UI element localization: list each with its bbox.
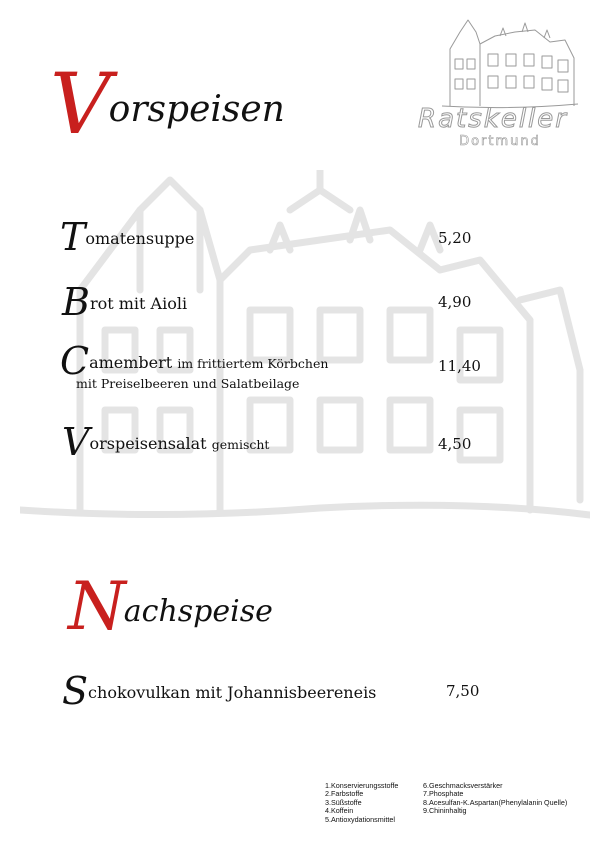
- footnote: 8.Acesulfan-K.Aspartan(Phenylalanin Quelle): [423, 797, 568, 807]
- item-price: 4,90: [438, 293, 472, 311]
- item-name: orspeisensalat: [89, 434, 207, 453]
- logo-city: Dortmund: [459, 134, 541, 149]
- footnote: 2.Farbstoffe: [325, 789, 364, 799]
- menu-item-camembert: [60, 339, 329, 383]
- item-name: chokovulkan mit Johannisbeereneis: [88, 683, 377, 702]
- footnote: 4.Koffein: [325, 806, 354, 816]
- heading-text: orspeisen: [108, 89, 285, 130]
- footnote: 9.Chininhaltig: [423, 806, 467, 816]
- footnote: 1.Konservierungsstoffe: [325, 781, 399, 790]
- menu-item-brot: [62, 280, 188, 324]
- item-name: amembert: [89, 353, 173, 372]
- heading-text: achspeise: [123, 594, 273, 629]
- item-price: 11,40: [438, 357, 481, 375]
- heading-initial: V: [50, 55, 111, 153]
- item-note: im frittiertem Körbchen: [177, 356, 329, 371]
- footnotes-right: [423, 782, 567, 816]
- item-initial: B: [62, 280, 90, 324]
- item-price: 7,50: [446, 682, 480, 700]
- item-initial: C: [60, 339, 90, 383]
- heading-initial: N: [68, 568, 126, 645]
- section-heading-nachspeise: [68, 568, 273, 645]
- menu-item-vorspeisensalat: [62, 420, 270, 464]
- footnote: 3.Süßstoffe: [325, 797, 362, 807]
- item-initial: T: [60, 215, 86, 259]
- item-name: rot mit Aioli: [89, 294, 188, 313]
- menu-item-tomatensuppe: [60, 215, 195, 259]
- item-initial: S: [62, 669, 89, 713]
- menu-item-schokovulkan: [62, 669, 377, 713]
- footnote: 5.Antioxydationsmittel: [325, 814, 395, 824]
- item-name: omatensuppe: [85, 229, 195, 248]
- item-price: 5,20: [438, 229, 472, 247]
- ratskeller-building-logo: [440, 14, 580, 109]
- footnote: 7.Phosphate: [423, 789, 464, 799]
- item-initial: V: [62, 420, 90, 464]
- item-note: gemischt: [211, 437, 270, 452]
- item-price: 4,50: [438, 435, 472, 453]
- item-subline: mit Preiselbeeren und Salatbeilage: [76, 376, 300, 391]
- section-heading-vorspeisen: [50, 55, 285, 153]
- footnote: 6.Geschmacksverstärker: [423, 781, 503, 790]
- logo-name: Ratskeller: [418, 104, 568, 134]
- footnotes-left: [325, 782, 398, 824]
